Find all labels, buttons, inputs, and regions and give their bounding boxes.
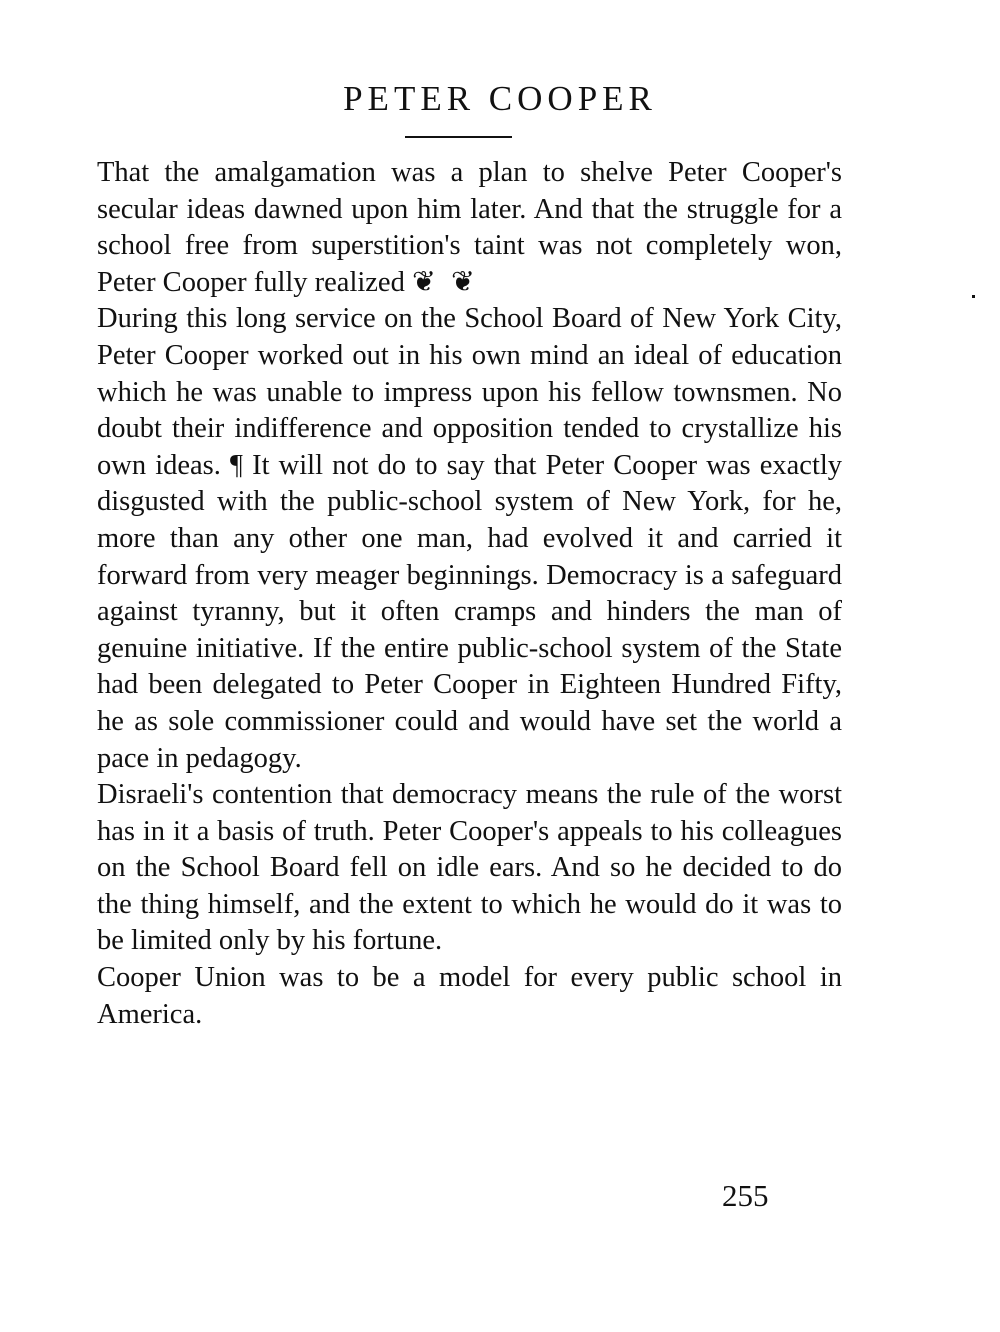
pilcrow-icon: ¶ xyxy=(230,449,243,481)
body-text xyxy=(97,155,842,1033)
paragraph-2 xyxy=(97,301,842,777)
paragraph-2-text: During this long service on the School Board of New York City, Peter Cooper worked out in his own mind an ideal of education which he was unable to impress upon his fellow townsmen. No doubt their indifference and opposition tended to crystallize his own ideas. xyxy=(97,303,842,481)
running-title: PETER COOPER xyxy=(343,79,657,118)
paragraph-5: Cooper Union was to be a model for every public school in America. xyxy=(97,962,842,1030)
paragraph-3-text: It will not do to say that Peter Cooper was exactly disgusted with the public-school system of New York, for he, more than any other one man, had evolved it and carried it forward from very meager beginnings. Democracy is a safeguard against tyranny, but it often cramps and hinders the man of genuine initiative. If the entire public-school system of the State had been delegated to Peter Cooper in Eighteen Hundred Fifty, he as sole commissioner could and would have set the world a pace in pedagogy. xyxy=(97,449,843,774)
section-end-ornament: ❦ ❦ xyxy=(411,266,479,298)
scan-speck xyxy=(972,295,975,298)
page-number: 255 xyxy=(722,1178,769,1213)
title-rule xyxy=(405,136,512,138)
paragraph-4: Disraeli's contention that democracy means the rule of the worst has in it a basis of truth. Peter Cooper's appeals to his colleagues on the School Board fell on idle ears. And so he decided to do the thing himself, and the extent to which he would do it was to be limited only by his fortune. xyxy=(97,779,842,957)
paragraph-1 xyxy=(97,155,842,301)
paragraph-1-text: That the amalgamation was a plan to shelve Peter Cooper's secular ideas dawned upon him later. And that the struggle for a school free from superstition's taint was not completely won, Peter Cooper fully realized xyxy=(97,157,842,298)
